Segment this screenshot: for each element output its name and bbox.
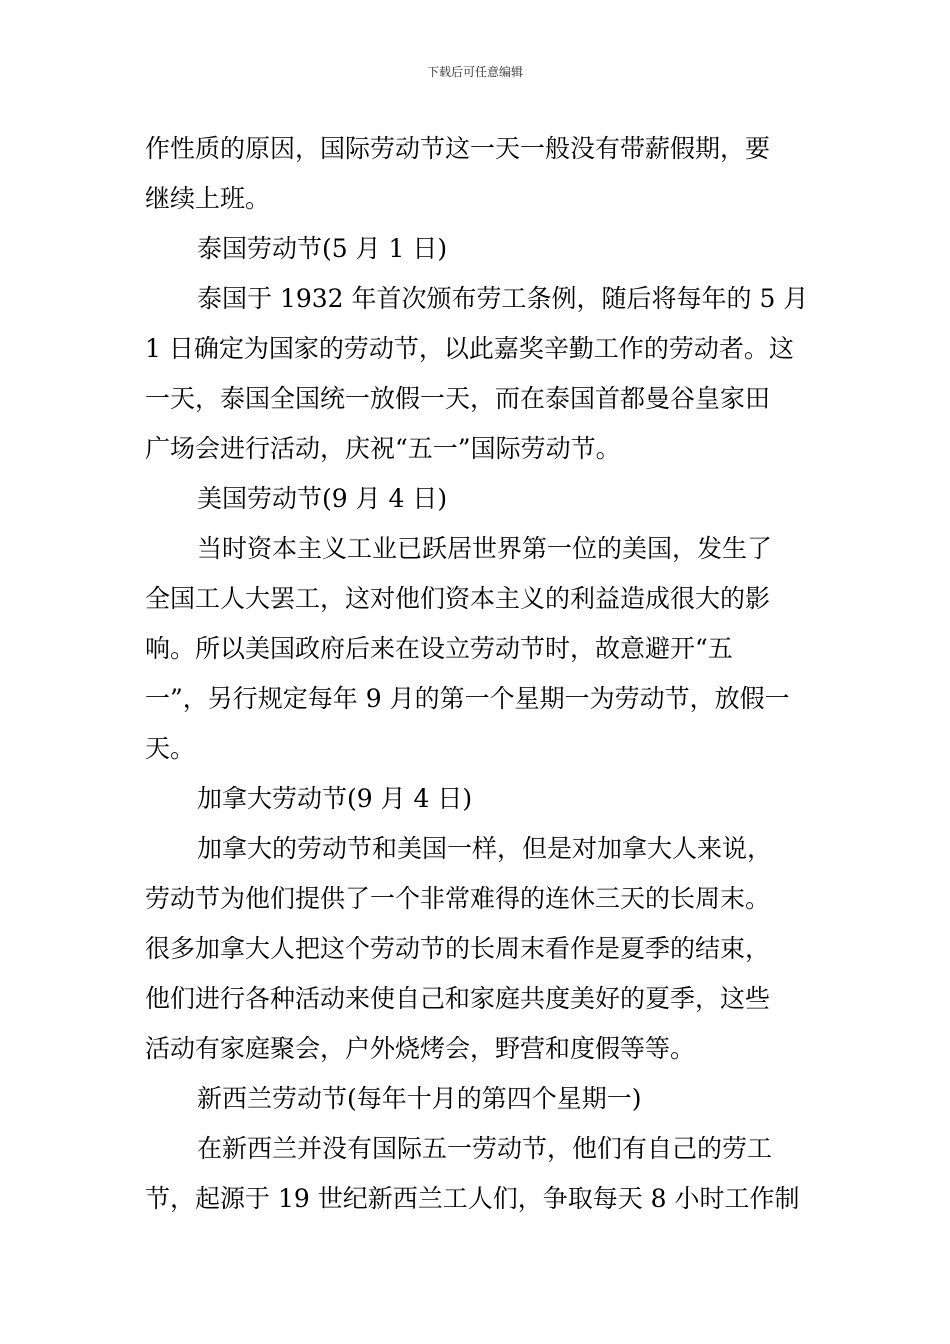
text-line: 他们进行各种活动来使自己和家庭共度美好的夏季，这些 [145,984,771,1013]
text-line: 当时资本主义工业已跃居世界第一位的美国，发生了 [197,534,773,563]
text-line: 加拿大的劳动节和美国一样，但是对加拿大人来说， [197,834,773,863]
text-line: 全国工人大罢工，这对他们资本主义的利益造成很大的影 [145,584,771,613]
text-line: 1 日确定为国家的劳动节，以此嘉奖辛勤工作的劳动者。这 [145,334,794,363]
text-line: 继续上班。 [145,184,271,213]
text-line: 节，起源于 19 世纪新西兰工人们，争取每天 8 小时工作制 [145,1184,800,1213]
text-line: 新西兰劳动节(每年十月的第四个星期一) [197,1084,642,1113]
text-line: 广场会进行活动，庆祝“五一”国际劳动节。 [145,434,621,463]
text-line: 活动有家庭聚会，户外烧烤会，野营和度假等等。 [145,1034,696,1063]
text-line: 美国劳动节(9 月 4 日) [197,484,448,513]
text-line: 一”，另行规定每年 9 月的第一个星期一为劳动节，放假一 [145,684,790,713]
text-line: 在新西兰并没有国际五一劳动节，他们有自己的劳工 [197,1134,773,1163]
text-line: 加拿大劳动节(9 月 4 日) [197,784,473,813]
text-line: 泰国于 1932 年首次颁布劳工条例，随后将每年的 5 月 [197,284,809,313]
text-line: 一天，泰国全国统一放假一天，而在泰国首都曼谷皇家田 [145,384,771,413]
text-line: 天。 [145,734,196,763]
text-line: 泰国劳动节(5 月 1 日) [197,234,448,263]
document-body [145,124,807,1224]
page-header: 下载后可任意编辑 [426,65,523,79]
text-line: 很多加拿大人把这个劳动节的长周末看作是夏季的结束， [145,934,771,963]
text-line: 作性质的原因，国际劳动节这一天一般没有带薪假期，要 [145,134,771,163]
text-line: 劳动节为他们提供了一个非常难得的连休三天的长周末。 [145,884,771,913]
text-line: 响。所以美国政府后来在设立劳动节时，故意避开“五 [145,634,733,663]
